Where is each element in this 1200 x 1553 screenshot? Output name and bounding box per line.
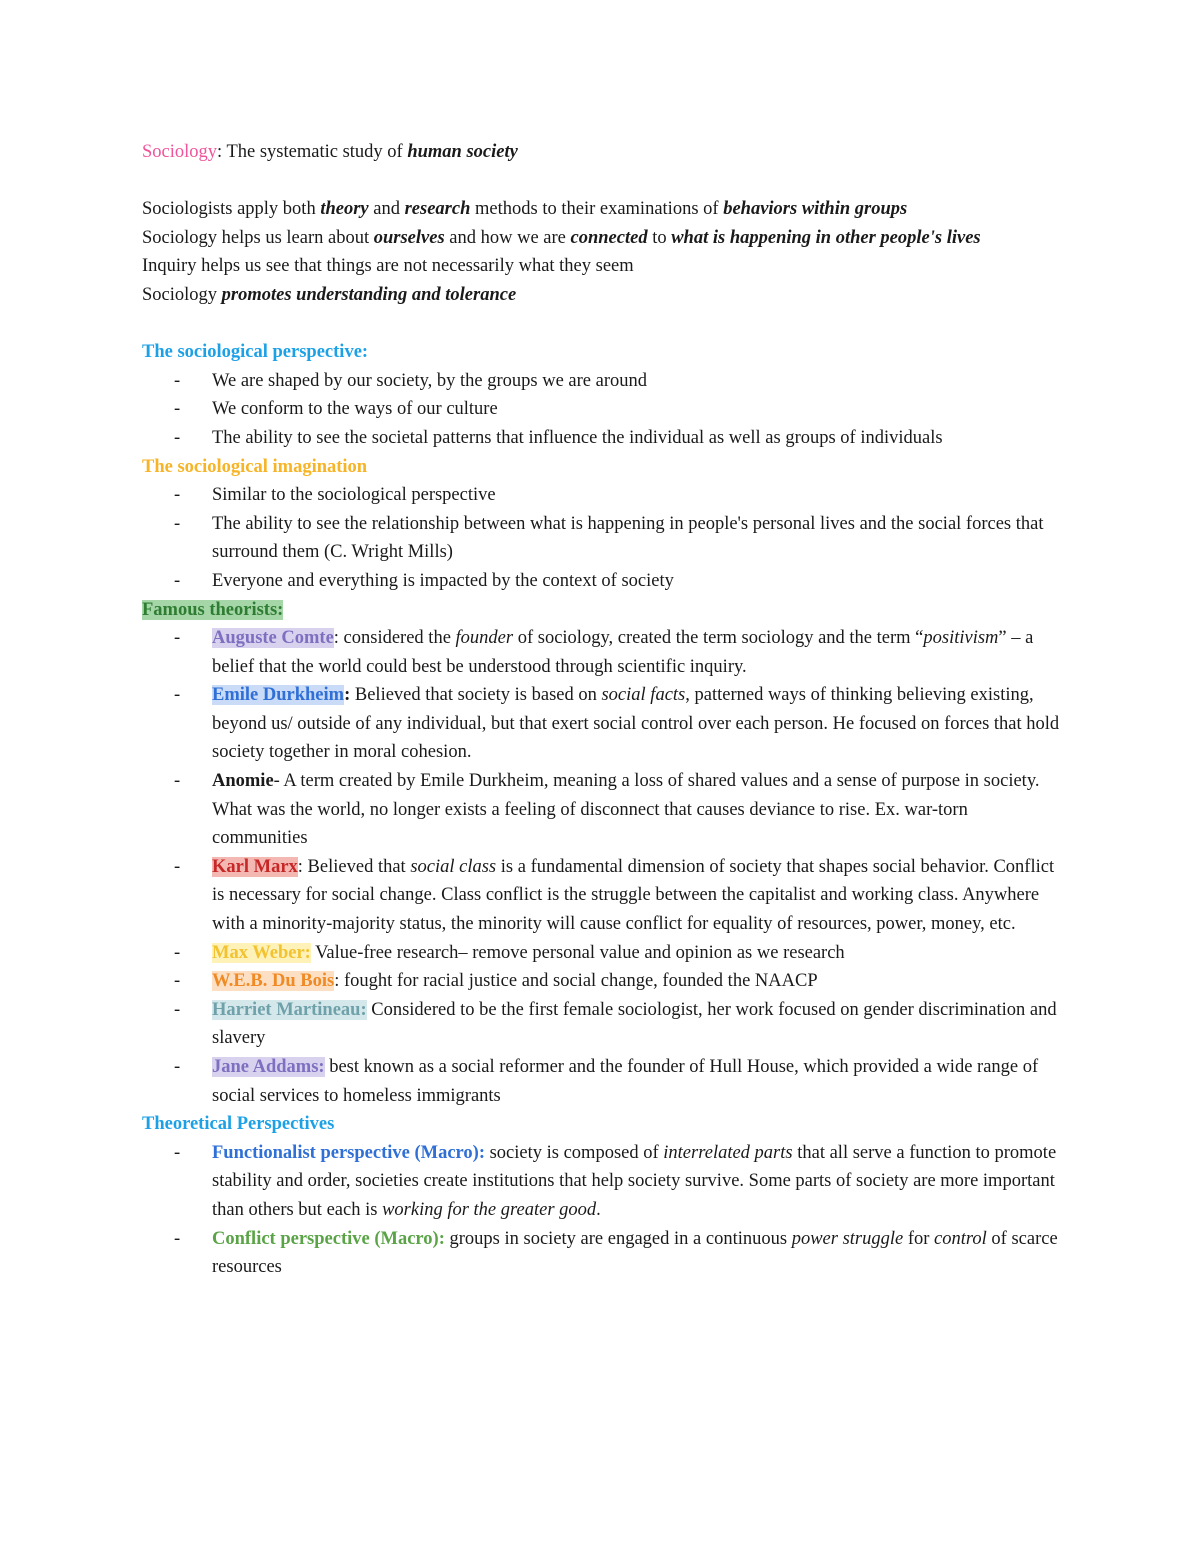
theorist-weber: - Max Weber: Value-free research– remove personal value and opinion as we research bbox=[142, 939, 1062, 968]
conflict-perspective: - Conflict perspective (Macro): groups in society are engaged in a continuous power struggle for control of scarce resources bbox=[142, 1225, 1062, 1282]
heading-theoretical-perspectives: Theoretical Perspectives bbox=[142, 1114, 335, 1135]
theorist-comte: - Auguste Comte: considered the founder of sociology, created the term sociology and the term “positivism” – a belief that the world could best be understood through scientific inquiry. bbox=[142, 624, 1062, 681]
imagination-list bbox=[142, 481, 1062, 595]
theorist-addams: - Jane Addams: best known as a social reformer and the founder of Hull House, which provided a wide range of social services to homeless immigrants bbox=[142, 1053, 1062, 1110]
heading-sociological-perspective: The sociological perspective: bbox=[142, 342, 369, 363]
theorist-dubois: - W.E.B. Du Bois: fought for racial justice and social change, founded the NAACP bbox=[142, 967, 1062, 996]
sociology-definition: Sociology: The systematic study of human society bbox=[142, 142, 518, 162]
theoretical-list bbox=[142, 1139, 1062, 1282]
intro-line-inquiry: Inquiry helps us see that things are not necessarily what they seem bbox=[142, 256, 634, 277]
list-item: - The ability to see the societal patterns that influence the individual as well as groups of individuals bbox=[142, 424, 1062, 453]
perspective-list bbox=[142, 367, 1062, 453]
list-item: - We conform to the ways of our culture bbox=[142, 395, 1062, 424]
list-item: - Everyone and everything is impacted by the context of society bbox=[142, 567, 1062, 596]
intro-line-theory: Sociologists apply both theory and research methods to their examinations of behaviors within groups bbox=[142, 199, 908, 220]
term-sociology: Sociology bbox=[142, 142, 218, 162]
theorists-list bbox=[142, 624, 1062, 1110]
intro-line-tolerance: Sociology promotes understanding and tolerance bbox=[142, 284, 517, 305]
functionalist-perspective: - Functionalist perspective (Macro): society is composed of interrelated parts that all serve a function to promote stability and order, societies create institutions that help society survive. Some parts of society are more important than others but each is working for the greater good. bbox=[142, 1139, 1062, 1225]
intro-line-ourselves: Sociology helps us learn about ourselves and how we are connected to what is happening in other people's lives bbox=[142, 227, 981, 248]
heading-sociological-imagination: The sociological imagination bbox=[142, 456, 368, 477]
theorist-marx: - Karl Marx: Believed that social class is a fundamental dimension of society that shapes social behavior. Conflict is necessary for social change. Class conflict is the struggle between the capitalist and working class. Anywhere with a minority-majority status, the minority will cause conflict for equality of resources, power, money, etc. bbox=[142, 853, 1062, 939]
list-item: - Similar to the sociological perspective bbox=[142, 481, 1062, 510]
theorist-anomie: - Anomie- A term created by Emile Durkheim, meaning a loss of shared values and a sense of purpose in society. What was the world, no longer exists a feeling of disconnect that causes deviance to rise. Ex. war-torn communities bbox=[142, 767, 1062, 853]
list-item: - The ability to see the relationship between what is happening in people's personal lives and the social forces that surround them (C. Wright Mills) bbox=[142, 510, 1062, 567]
theorist-durkheim: - Emile Durkheim: Believed that society is based on social facts, patterned ways of thinking believing existing, beyond us/ outside of any individual, but that exert social control over each person. He focused on forces that hold society together in moral cohesion. bbox=[142, 681, 1062, 767]
list-item: - We are shaped by our society, by the groups we are around bbox=[142, 367, 1062, 396]
document-page bbox=[142, 138, 1062, 1282]
heading-famous-theorists: Famous theorists: bbox=[142, 599, 284, 620]
theorist-martineau: - Harriet Martineau: Considered to be the first female sociologist, her work focused on gender discrimination and slavery bbox=[142, 996, 1062, 1053]
